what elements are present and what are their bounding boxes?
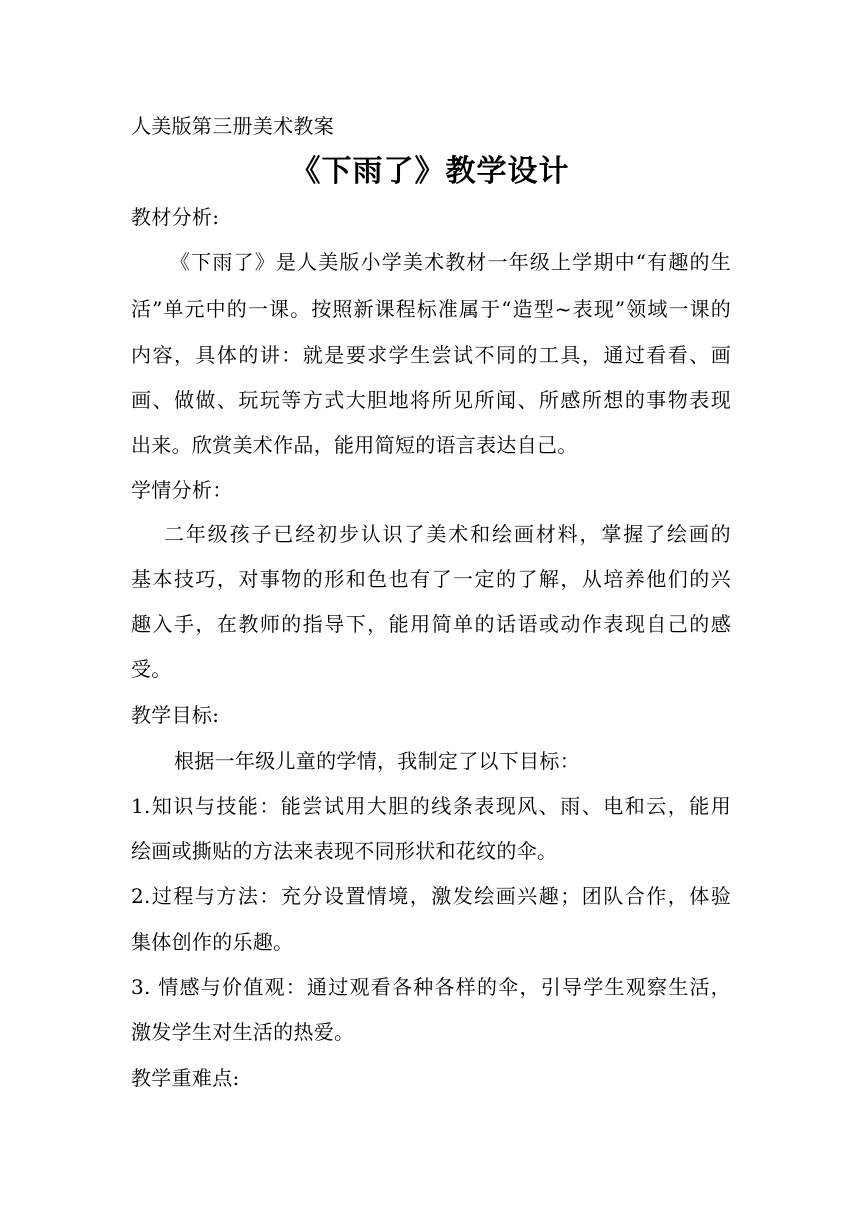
section-heading-key-points: 教学重难点: (131, 1066, 240, 1090)
goal-item-line: 1.知识与技能：能尝试用大胆的线条表现风、雨、电和云，能用 (131, 794, 731, 818)
goal-item-line: 3. 情感与价值观：通过观看各种各样的伞，引导学生观察生活， (131, 975, 731, 999)
section-heading-textbook-analysis: 教材分析: (131, 205, 220, 229)
goal-item-line: 激发学生对生活的热爱。 (131, 1020, 355, 1044)
paragraph-line: 出来。欣赏美术作品，能用简短的语言表达自己。 (131, 433, 578, 457)
paragraph-line: 活”单元中的一课。按照新课程标准属于“造型~表现”领域一课的 (131, 297, 731, 321)
goals-intro: 根据一年级儿童的学情，我制定了以下目标： (174, 749, 580, 773)
goal-item-line: 2.过程与方法：充分设置情境，激发绘画兴趣；团队合作，体验 (131, 884, 731, 908)
paragraph-line: 画、做做、玩玩等方式大胆地将所见所闻、所感所想的事物表现 (131, 388, 731, 412)
paragraph-line: 内容，具体的讲：就是要求学生尝试不同的工具，通过看看、画 (131, 343, 731, 367)
section-heading-teaching-goals: 教学目标: (131, 703, 220, 727)
paragraph-line: 趣入手，在教师的指导下，能用简单的话语或动作表现自己的感 (131, 612, 731, 636)
section-heading-student-analysis: 学情分析： (131, 478, 233, 502)
goal-item-line: 绘画或撕贴的方法来表现不同形状和花纹的伞。 (131, 839, 558, 863)
paragraph-line: 二年级孩子已经初步认识了美术和绘画材料，掌握了绘画的 (164, 522, 731, 546)
document-title: 《下雨了》教学设计 (290, 154, 570, 189)
goal-item-line: 集体创作的乐趣。 (131, 930, 294, 954)
paragraph-line: 受。 (131, 657, 172, 681)
paragraph-line: 基本技巧，对事物的形和色也有了一定的了解，从培养他们的兴 (131, 567, 731, 591)
document-header: 人美版第三册美术教案 (131, 114, 334, 138)
paragraph-line: 《下雨了》是人美版小学美术教材一年级上学期中“有趣的生 (170, 250, 731, 274)
